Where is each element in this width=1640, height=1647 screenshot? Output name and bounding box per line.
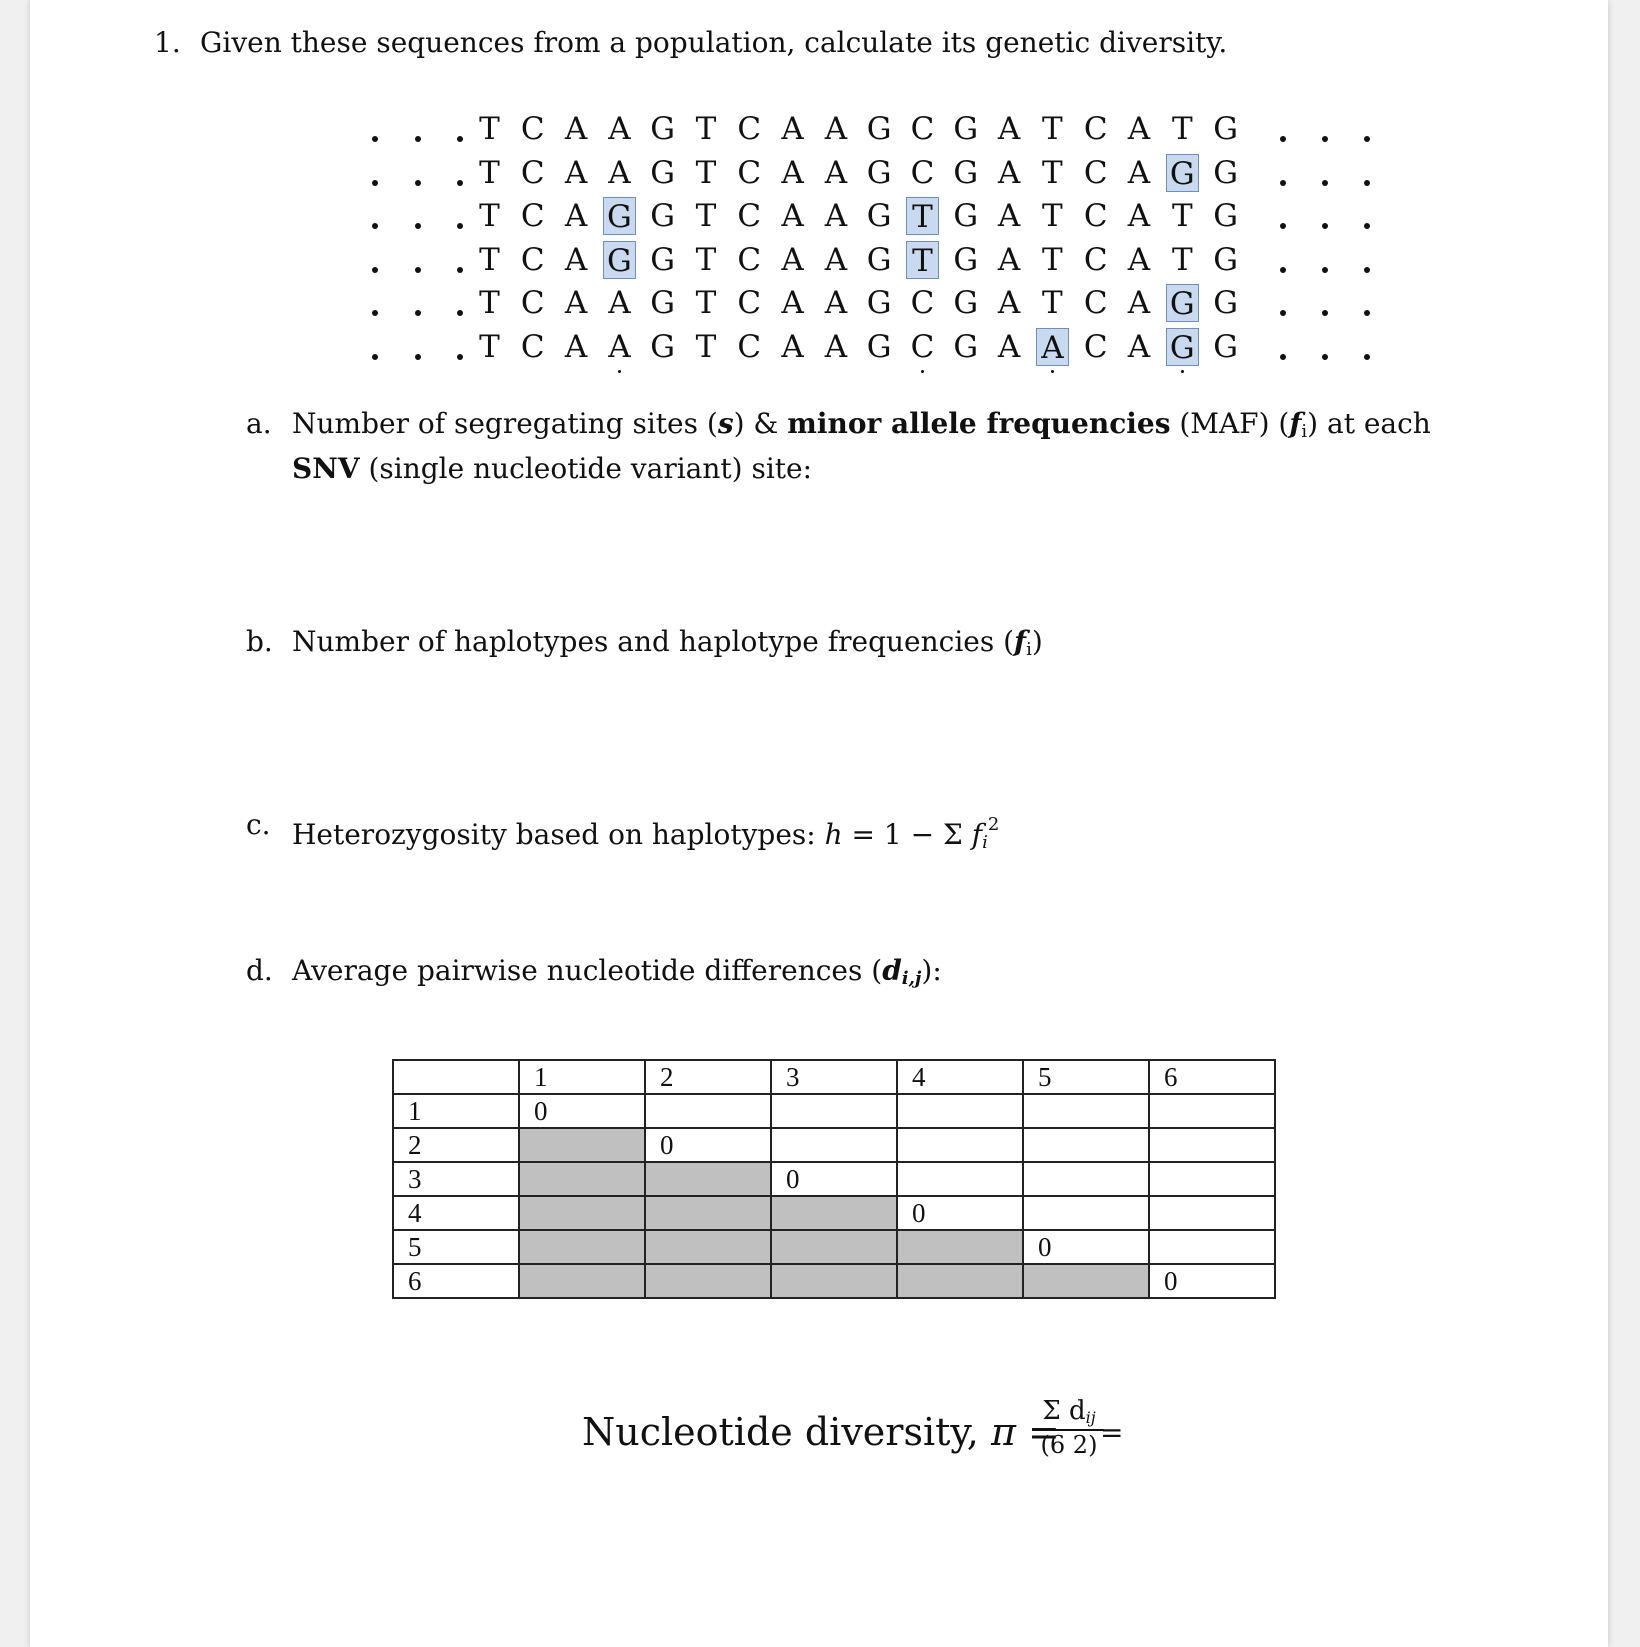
ellipsis-dot [415,180,421,186]
table-cell[interactable]: 0 [645,1128,771,1162]
table-cell[interactable] [645,1094,771,1128]
base: G [650,111,676,147]
table-row [393,1196,1275,1230]
base: G [1213,241,1238,278]
base: C [520,328,545,365]
ellipsis-dot [1322,267,1328,273]
ellipsis-dot [1364,267,1370,273]
base: A [997,328,1021,365]
base: C [737,241,762,278]
base: C [520,111,545,147]
base: G [650,241,676,278]
part-c-text: Heterozygosity based on haplotypes: h = 1 − Σ $f_i^2$ [292,814,1000,853]
nucleotide-diversity-formula [582,1396,1124,1459]
base: T [1042,198,1063,234]
base: T [1042,111,1063,147]
base: T [479,154,500,191]
variant-base: G [1166,154,1199,192]
ellipsis-dot [1280,180,1286,186]
formula-trailing-eq: = [1100,1416,1124,1449]
formula-label: Nucleotide diversity, [582,1410,991,1454]
table-cell[interactable] [645,1264,771,1298]
base: A [1127,154,1151,191]
base: C [520,154,545,191]
header-cell: 4 [897,1060,1023,1094]
base: C [737,111,762,147]
base: A [997,111,1021,147]
base: C [1083,154,1108,191]
table-cell[interactable] [771,1196,897,1230]
base: G [866,328,892,365]
ellipsis-dot [415,310,421,316]
ellipsis-dot [415,267,421,273]
question-1 [154,26,1227,59]
table-cell[interactable] [519,1264,645,1298]
base: G [650,198,676,234]
base: A [564,111,588,147]
ellipsis-dot [415,223,421,229]
ellipsis-dot [1364,310,1370,316]
base: G [1213,198,1238,234]
base: T [695,285,717,321]
row-label-cell: 1 [393,1094,519,1128]
ellipsis-dot [1280,136,1286,142]
table-cell[interactable] [519,1230,645,1264]
base: A [564,198,588,234]
ellipsis-dot [457,136,463,142]
base: T [1171,111,1193,147]
base: C [910,328,935,365]
header-cell: 2 [645,1060,771,1094]
base: A [781,111,804,147]
table-cell[interactable] [519,1196,645,1230]
row-label-cell: 6 [393,1264,519,1298]
ellipsis-dot [457,267,463,273]
base: A [997,285,1021,321]
base: T [695,111,717,147]
base: T [1042,285,1063,321]
table-row [393,1264,1275,1298]
base: G [866,198,892,234]
table-cell[interactable] [1023,1196,1149,1230]
base: A [997,154,1021,191]
ellipsis-dot [1280,310,1286,316]
formula-eq: = [1015,1410,1060,1454]
ellipsis-dot [457,354,463,360]
base: G [866,241,892,278]
variant-base: A [1036,328,1069,366]
base: C [910,154,935,191]
header-cell: 3 [771,1060,897,1094]
table-row [393,1094,1275,1128]
ellipsis-dot [1364,136,1370,142]
base: G [1213,154,1238,191]
base: G [1213,285,1238,321]
base: G [650,154,676,191]
table-cell[interactable]: 0 [771,1162,897,1196]
table-cell[interactable] [1023,1162,1149,1196]
base: T [1171,241,1193,278]
base: T [695,241,717,278]
base: T [695,154,717,191]
base: A [1127,241,1151,278]
base: A [608,154,631,191]
table-cell[interactable] [645,1196,771,1230]
base: T [695,328,717,365]
base: G [1213,111,1238,147]
ellipsis-dot [372,180,378,186]
base: C [520,285,545,321]
base: T [1171,198,1193,234]
ellipsis-dot [372,223,378,229]
part-d-text: Average pairwise nucleotide differences $(d_{i,j})$: [292,954,942,989]
base: A [1127,328,1151,365]
ellipsis-dot [372,354,378,360]
table-cell[interactable] [519,1128,645,1162]
header-cell: 5 [1023,1060,1149,1094]
base: A [824,285,848,321]
ellipsis-dot [1280,267,1286,273]
formula-fraction [1034,1396,1104,1459]
ellipsis-dot [372,310,378,316]
base: A [781,328,804,365]
base: A [781,198,804,234]
ellipsis-dot [1322,223,1328,229]
base: G [866,154,892,191]
base: C [1083,285,1108,321]
base: A [824,111,848,147]
variant-base: G [603,241,636,279]
table-row [393,1128,1275,1162]
table-cell[interactable] [1149,1230,1275,1264]
ellipsis-dot [457,310,463,316]
base: A [608,285,631,321]
table-cell[interactable] [519,1162,645,1196]
ellipsis-dot [1322,310,1328,316]
base: C [737,154,762,191]
base: G [953,154,979,191]
base: G [866,111,892,147]
ellipsis-dot [1280,223,1286,229]
part-b-text: Number of haplotypes and haplotype frequencies $(f_i)$ [292,625,1043,660]
table-cell[interactable] [771,1128,897,1162]
ellipsis-dot [457,223,463,229]
formula-numerator: Σ $d_{ij}$ [1034,1396,1104,1431]
header-cell: 1 [519,1060,645,1094]
table-cell[interactable] [1023,1094,1149,1128]
base: A [824,154,848,191]
table-cell[interactable]: 0 [1149,1264,1275,1298]
base: G [953,285,979,321]
row-label-cell: 3 [393,1162,519,1196]
table-cell[interactable]: 0 [897,1196,1023,1230]
base: A [824,241,848,278]
variant-base: G [603,197,636,235]
ellipsis-dot [1364,354,1370,360]
base: C [1083,328,1108,365]
row-label-cell: 4 [393,1196,519,1230]
table-cell[interactable] [1149,1128,1275,1162]
base: C [737,198,762,234]
ellipsis-dot [372,136,378,142]
ellipsis-dot [1364,180,1370,186]
base: T [1042,241,1063,278]
base: T [1042,154,1063,191]
base: G [953,328,979,365]
question-text: Given these sequences from a population, calculate its genetic diversity. [200,26,1228,59]
table-cell[interactable] [897,1230,1023,1264]
ellipsis-dot [1280,354,1286,360]
table-cell[interactable] [1023,1128,1149,1162]
base: A [997,241,1021,278]
variant-base: G [1166,284,1199,322]
formula-pi: π [990,1410,1016,1454]
base: C [1083,111,1108,147]
site-marker [921,370,924,373]
base: C [1083,198,1108,234]
document-page [30,0,1608,1647]
ellipsis-dot [1322,136,1328,142]
table-cell[interactable] [897,1162,1023,1196]
table-cell[interactable] [897,1094,1023,1128]
base: G [650,285,676,321]
base: C [737,328,762,365]
base: A [1127,285,1151,321]
base: A [564,285,588,321]
ellipsis-dot [372,267,378,273]
base: A [781,285,804,321]
base: A [824,198,848,234]
table-cell[interactable] [771,1230,897,1264]
ellipsis-dot [415,136,421,142]
table-cell[interactable] [645,1230,771,1264]
base: A [608,111,631,147]
ellipsis-dot [1364,223,1370,229]
header-cell [393,1060,519,1094]
base: T [479,285,500,321]
base: A [781,154,804,191]
base: C [910,111,935,147]
base: A [564,328,588,365]
base: G [953,241,979,278]
base: G [1213,328,1238,365]
base: C [737,285,762,321]
base: T [479,198,500,234]
site-marker [618,370,621,373]
part-c-label: c. [246,808,271,841]
table-cell[interactable]: 0 [519,1094,645,1128]
base: C [910,285,935,321]
variant-base: T [906,197,939,235]
variant-base: T [906,241,939,279]
pairwise-differences-table [392,1059,1276,1299]
base: A [1127,198,1151,234]
site-marker [1051,370,1054,373]
base: A [608,328,631,365]
header-cell: 6 [1149,1060,1275,1094]
ellipsis-dot [1322,354,1328,360]
table-row [393,1162,1275,1196]
part-a-text: Number of segregating sites (s) & minor allele frequencies (MAF) $(f_i)$ at each SNV (single nucleotide variant) site: [292,407,1431,485]
ellipsis-dot [457,180,463,186]
base: T [479,111,500,147]
base: C [520,198,545,234]
base: A [997,198,1021,234]
variant-base: G [1166,328,1199,366]
base: G [953,198,979,234]
base: A [824,328,848,365]
table-cell[interactable] [1149,1196,1275,1230]
table-cell[interactable] [1149,1094,1275,1128]
site-marker [1181,370,1184,373]
base: C [520,241,545,278]
base: C [1083,241,1108,278]
table-cell[interactable] [1023,1264,1149,1298]
part-d-label: d. [246,954,273,987]
table-cell[interactable] [645,1162,771,1196]
ellipsis-dot [1322,180,1328,186]
table-cell[interactable] [897,1128,1023,1162]
table-header-row [393,1060,1275,1094]
table-cell[interactable]: 0 [1023,1230,1149,1264]
base: A [1127,111,1151,147]
table-cell[interactable] [1149,1162,1275,1196]
base: T [695,198,717,234]
base: A [781,241,804,278]
table-cell[interactable] [771,1094,897,1128]
question-number: 1. [154,26,181,59]
row-label-cell: 5 [393,1230,519,1264]
ellipsis-dot [415,354,421,360]
base: A [564,241,588,278]
base: G [953,111,979,147]
base: A [564,154,588,191]
base: T [479,328,500,365]
table-cell[interactable] [897,1264,1023,1298]
table-row [393,1230,1275,1264]
base: G [650,328,676,365]
base: T [479,241,500,278]
formula-denominator: (6 2) [1040,1431,1098,1459]
table-cell[interactable] [771,1264,897,1298]
row-label-cell: 2 [393,1128,519,1162]
part-b-label: b. [246,625,273,658]
base: G [866,285,892,321]
part-a-label: a. [246,407,272,440]
